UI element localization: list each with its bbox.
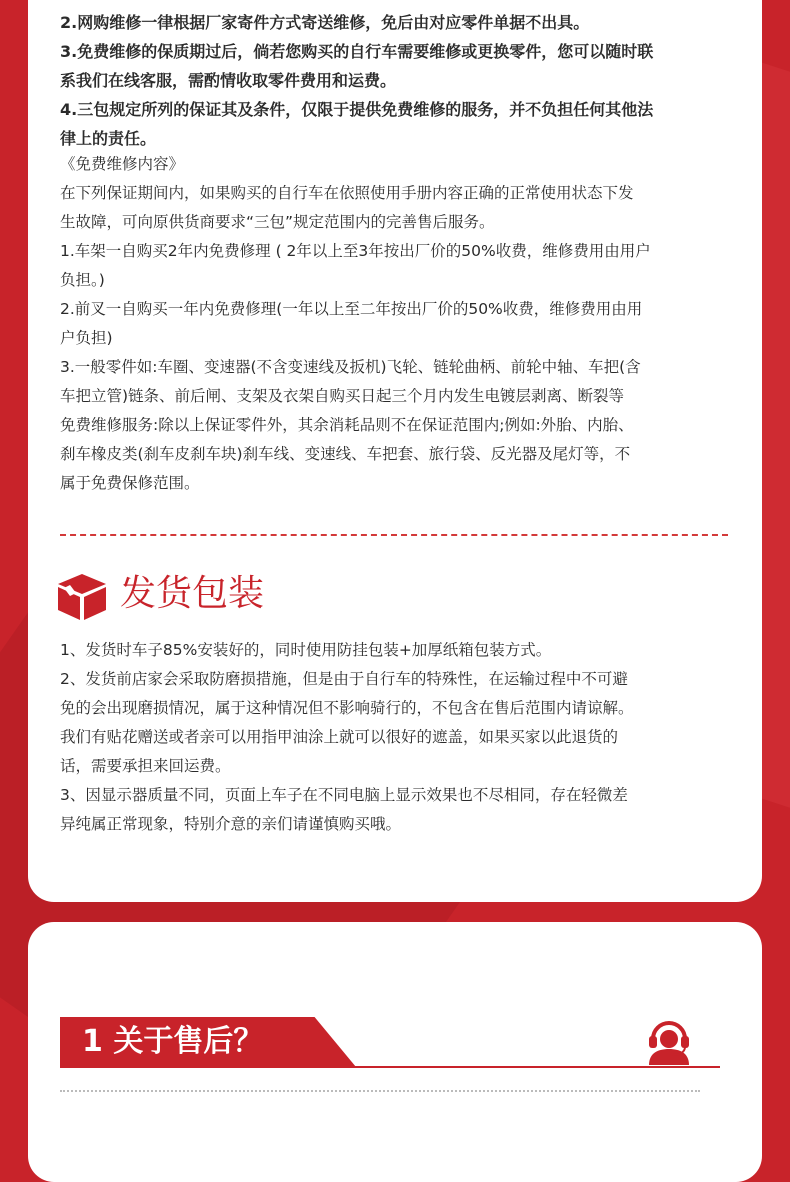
box-icon [56, 572, 108, 622]
headset-icon [644, 1017, 694, 1065]
dashed-divider [60, 534, 728, 536]
text-line: 户负担) [60, 329, 113, 347]
text-line: 4.三包规定所列的保证其及条件，仅限于提供免费维修的服务，并不负担任何其他法 [60, 100, 654, 119]
text-line: 我们有贴花赠送或者亲可以用指甲油涂上就可以很好的遮盖，如果买家以此退货的 [60, 728, 619, 746]
section-title: 发货包装 [120, 573, 265, 614]
warranty-terms [60, 8, 736, 153]
free-repair-content [60, 150, 736, 498]
truncated-text-row [60, 1090, 700, 1104]
text-line: 车把立管)链条、前后闸、支架及衣架自购买日起三个月内发生电镀层剥离、断裂等 [60, 387, 625, 405]
text-line: 2.网购维修一律根据厂家寄件方式寄送维修，免后由对应零件单据不出具。 [60, 13, 590, 32]
text-line: 话，需要承担来回运费。 [60, 757, 231, 775]
section-title: 1 关于售后？ [82, 1024, 264, 1059]
text-line: 负担。) [60, 271, 105, 289]
text-line: 3.一般零件如:车圈、变速器(不含变速线及扳机)飞轮、链轮曲柄、前轮中轴、车把(含 [60, 358, 641, 376]
text-line: 《免费维修内容》 [60, 155, 185, 173]
text-line: 系我们在线客服，需酌情收取零件费用和运费。 [60, 71, 397, 90]
text-line: 律上的责任。 [60, 129, 157, 148]
text-line: 3、因显示器质量不同，页面上车子在不同电脑上显示效果也不尽相同，存在轻微差 [60, 786, 628, 804]
shipping-content [60, 636, 736, 839]
text-line: 生故障，可向原供货商要求“三包”规定范围内的完善售后服务。 [60, 213, 495, 231]
text-line: 免的会出现磨损情况，属于这种情况但不影响骑行的，不包含在售后范围内请谅解。 [60, 699, 634, 717]
after-sales-card [28, 922, 762, 1182]
text-line: 免费维修服务:除以上保证零件外，其余消耗品则不在保证范围内;例如:外胎、内胎、 [60, 416, 634, 434]
after-sales-banner [60, 1017, 720, 1073]
text-line: 在下列保证期间内，如果购买的自行车在依照使用手册内容正确的正常使用状态下发 [60, 184, 634, 202]
text-line: 属于免费保修范围。 [60, 474, 200, 492]
text-line: 1.车架一自购买2年内免费修理 ( 2年以上至3年按出厂价的50%收费，维修费用由用户 [60, 242, 651, 260]
text-line: 刹车橡皮类(刹车皮刹车块)刹车线、变速线、车把套、旅行袋、反光器及尾灯等，不 [60, 445, 631, 463]
banner-underline [60, 1066, 720, 1068]
text-line: 2.前叉一自购买一年内免费修理(一年以上至二年按出厂价的50%收费，维修费用由用 [60, 300, 643, 318]
text-line: 异纯属正常现象，特别介意的亲们请谨慎购买哦。 [60, 815, 402, 833]
warranty-card [28, 0, 762, 902]
text-line: 1、发货时车子85%安装好的，同时使用防挂包装+加厚纸箱包装方式。 [60, 641, 552, 659]
text-line: 2、发货前店家会采取防磨损措施，但是由于自行车的特殊性，在运输过程中不可避 [60, 670, 628, 688]
text-line: 3.免费维修的保质期过后，倘若您购买的自行车需要维修或更换零件，您可以随时联 [60, 42, 654, 61]
